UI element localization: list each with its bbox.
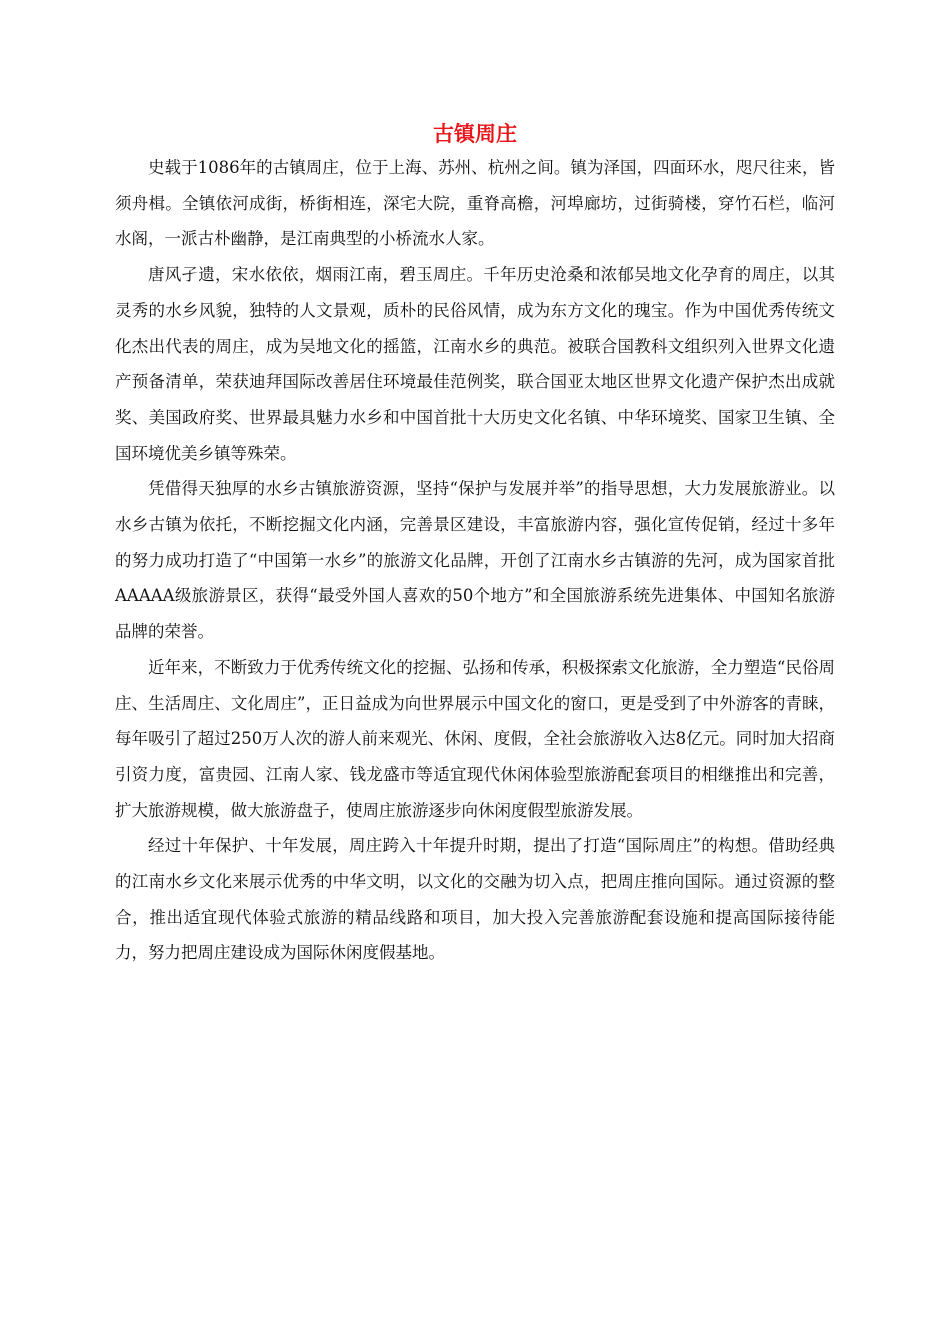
paragraph-2: 唐风孑遗，宋水依依，烟雨江南，碧玉周庄。千年历史沧桑和浓郁吴地文化孕育的周庄，以其灵秀的水乡风貌，独特的人文景观，质朴的民俗风情，成为东方文化的瑰宝。作为中国优秀传统文化杰出代表的周庄，成为吴地文化的摇篮，江南水乡的典范。被联合国教科文组织列入世界文化遗产预备清单，荣获迪拜国际改善居住环境最佳范例奖，联合国亚太地区世界文化遗产保护杰出成就奖、美国政府奖、世界最具魅力水乡和中国首批十大历史文化名镇、中华环境奖、国家卫生镇、全国环境优美乡镇等殊荣。 (115, 265, 835, 463)
paragraph-1: 史载于1086年的古镇周庄，位于上海、苏州、杭州之间。镇为泽国，四面环水，咫尺往来，皆须舟楫。全镇依河成街，桥街相连，深宅大院，重脊高檐，河埠廊坊，过街骑楼，穿竹石栏，临河水阁，一派古朴幽静，是江南典型的小桥流水人家。 (115, 158, 835, 249)
paragraph-5: 经过十年保护、十年发展，周庄跨入十年提升时期，提出了打造“国际周庄”的构想。借助经典的江南水乡文化来展示优秀的中华文明，以文化的交融为切入点，把周庄推向国际。通过资源的整合，推出适宜现代体验式旅游的精品线路和项目，加大投入完善旅游配套设施和提高国际接待能力，努力把周庄建设成为国际休闲度假基地。 (115, 836, 835, 963)
paragraph-4: 近年来，不断致力于优秀传统文化的挖掘、弘扬和传承，积极探索文化旅游，全力塑造“民俗周庄、生活周庄、文化周庄”，正日益成为向世界展示中国文化的窗口，更是受到了中外游客的青睐，每年吸引了超过250万人次的游人前来观光、休闲、度假，全社会旅游收入达8亿元。同时加大招商引资力度，富贵园、江南人家、钱龙盛市等适宜现代休闲体验型旅游配套项目的相继推出和完善，扩大旅游规模，做大旅游盘子，使周庄旅游逐步向休闲度假型旅游发展。 (115, 657, 835, 820)
document-title: 古镇周庄 (433, 122, 517, 146)
paragraph-3: 凭借得天独厚的水乡古镇旅游资源，坚持“保护与发展并举”的指导思想，大力发展旅游业。以水乡古镇为依托，不断挖掘文化内涵，完善景区建设，丰富旅游内容，强化宣传促销，经过十多年的努力成功打造了“中国第一水乡”的旅游文化品牌，开创了江南水乡古镇游的先河，成为国家首批AAAAA级旅游景区，获得“最受外国人喜欢的50个地方”和全国旅游系统先进集体、中国知名旅游品牌的荣誉。 (115, 479, 835, 642)
document-page (115, 118, 835, 971)
